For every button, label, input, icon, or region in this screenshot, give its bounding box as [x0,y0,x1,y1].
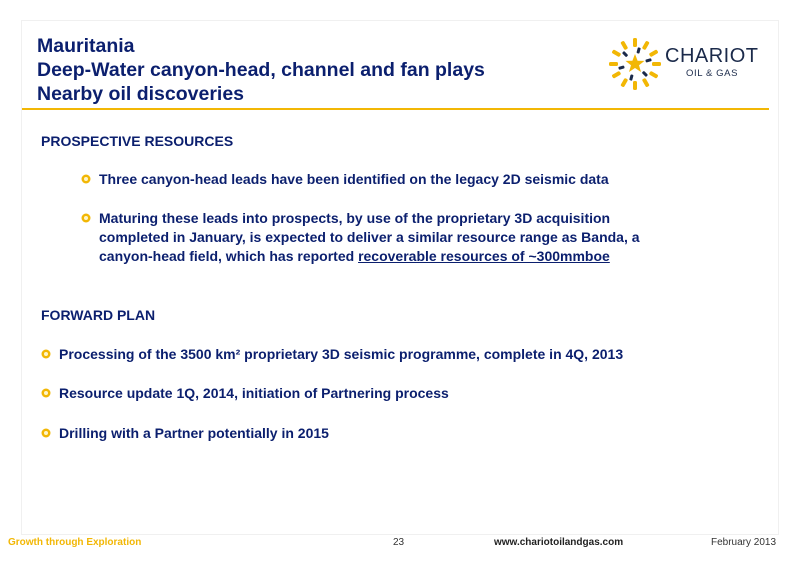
logo-sub-text: OIL & GAS [686,68,739,79]
bullet-text-fragment: canyon-head field, which has reported [99,248,359,264]
resources-highlight: recoverable resources of ~300mmboe [358,248,610,264]
prospective-resources-heading: PROSPECTIVE RESOURCES [41,133,234,149]
title-line-country: Mauritania [37,35,135,57]
logo-brand-text: CHARIOT [665,45,759,67]
header-divider [22,108,769,110]
page-number: 23 [393,537,405,548]
bullet-text-line: Maturing these leads into prospects, by use of the proprietary 3D acquisition [99,210,611,226]
title-line-discoveries: Nearby oil discoveries [37,83,245,105]
bullet-icon [81,213,91,223]
title-line-plays: Deep-Water canyon-head, channel and fan plays [37,59,485,81]
bullet-text-line [99,247,640,266]
bullet-icon [41,428,51,438]
footer-tagline: Growth through Exploration [8,537,142,548]
footer-website-link[interactable]: www.chariotoilandgas.com [494,537,624,548]
slide-title [37,34,557,106]
footer-date: February 2013 [711,537,777,548]
bullet-text: Resource update 1Q, 2014, initiation of Partnering process [59,385,449,401]
bullet-text-line: completed in January, is expected to deliver a similar resource range as Banda, a [99,229,640,245]
bullet-icon [81,174,91,184]
bullet-icon [41,349,51,359]
bullet-icon [41,388,51,398]
forward-plan-heading: FORWARD PLAN [41,307,156,323]
chariot-logo [608,37,768,93]
chariot-sunburst-icon [608,37,662,91]
bullet-text: Three canyon-head leads have been identified on the legacy 2D seismic data [99,171,609,187]
bullet-text: Drilling with a Partner potentially in 2015 [59,425,329,441]
bullet-text [99,209,640,266]
bullet-text: Processing of the 3500 km² proprietary 3D seismic programme, complete in 4Q, 2013 [59,346,624,362]
